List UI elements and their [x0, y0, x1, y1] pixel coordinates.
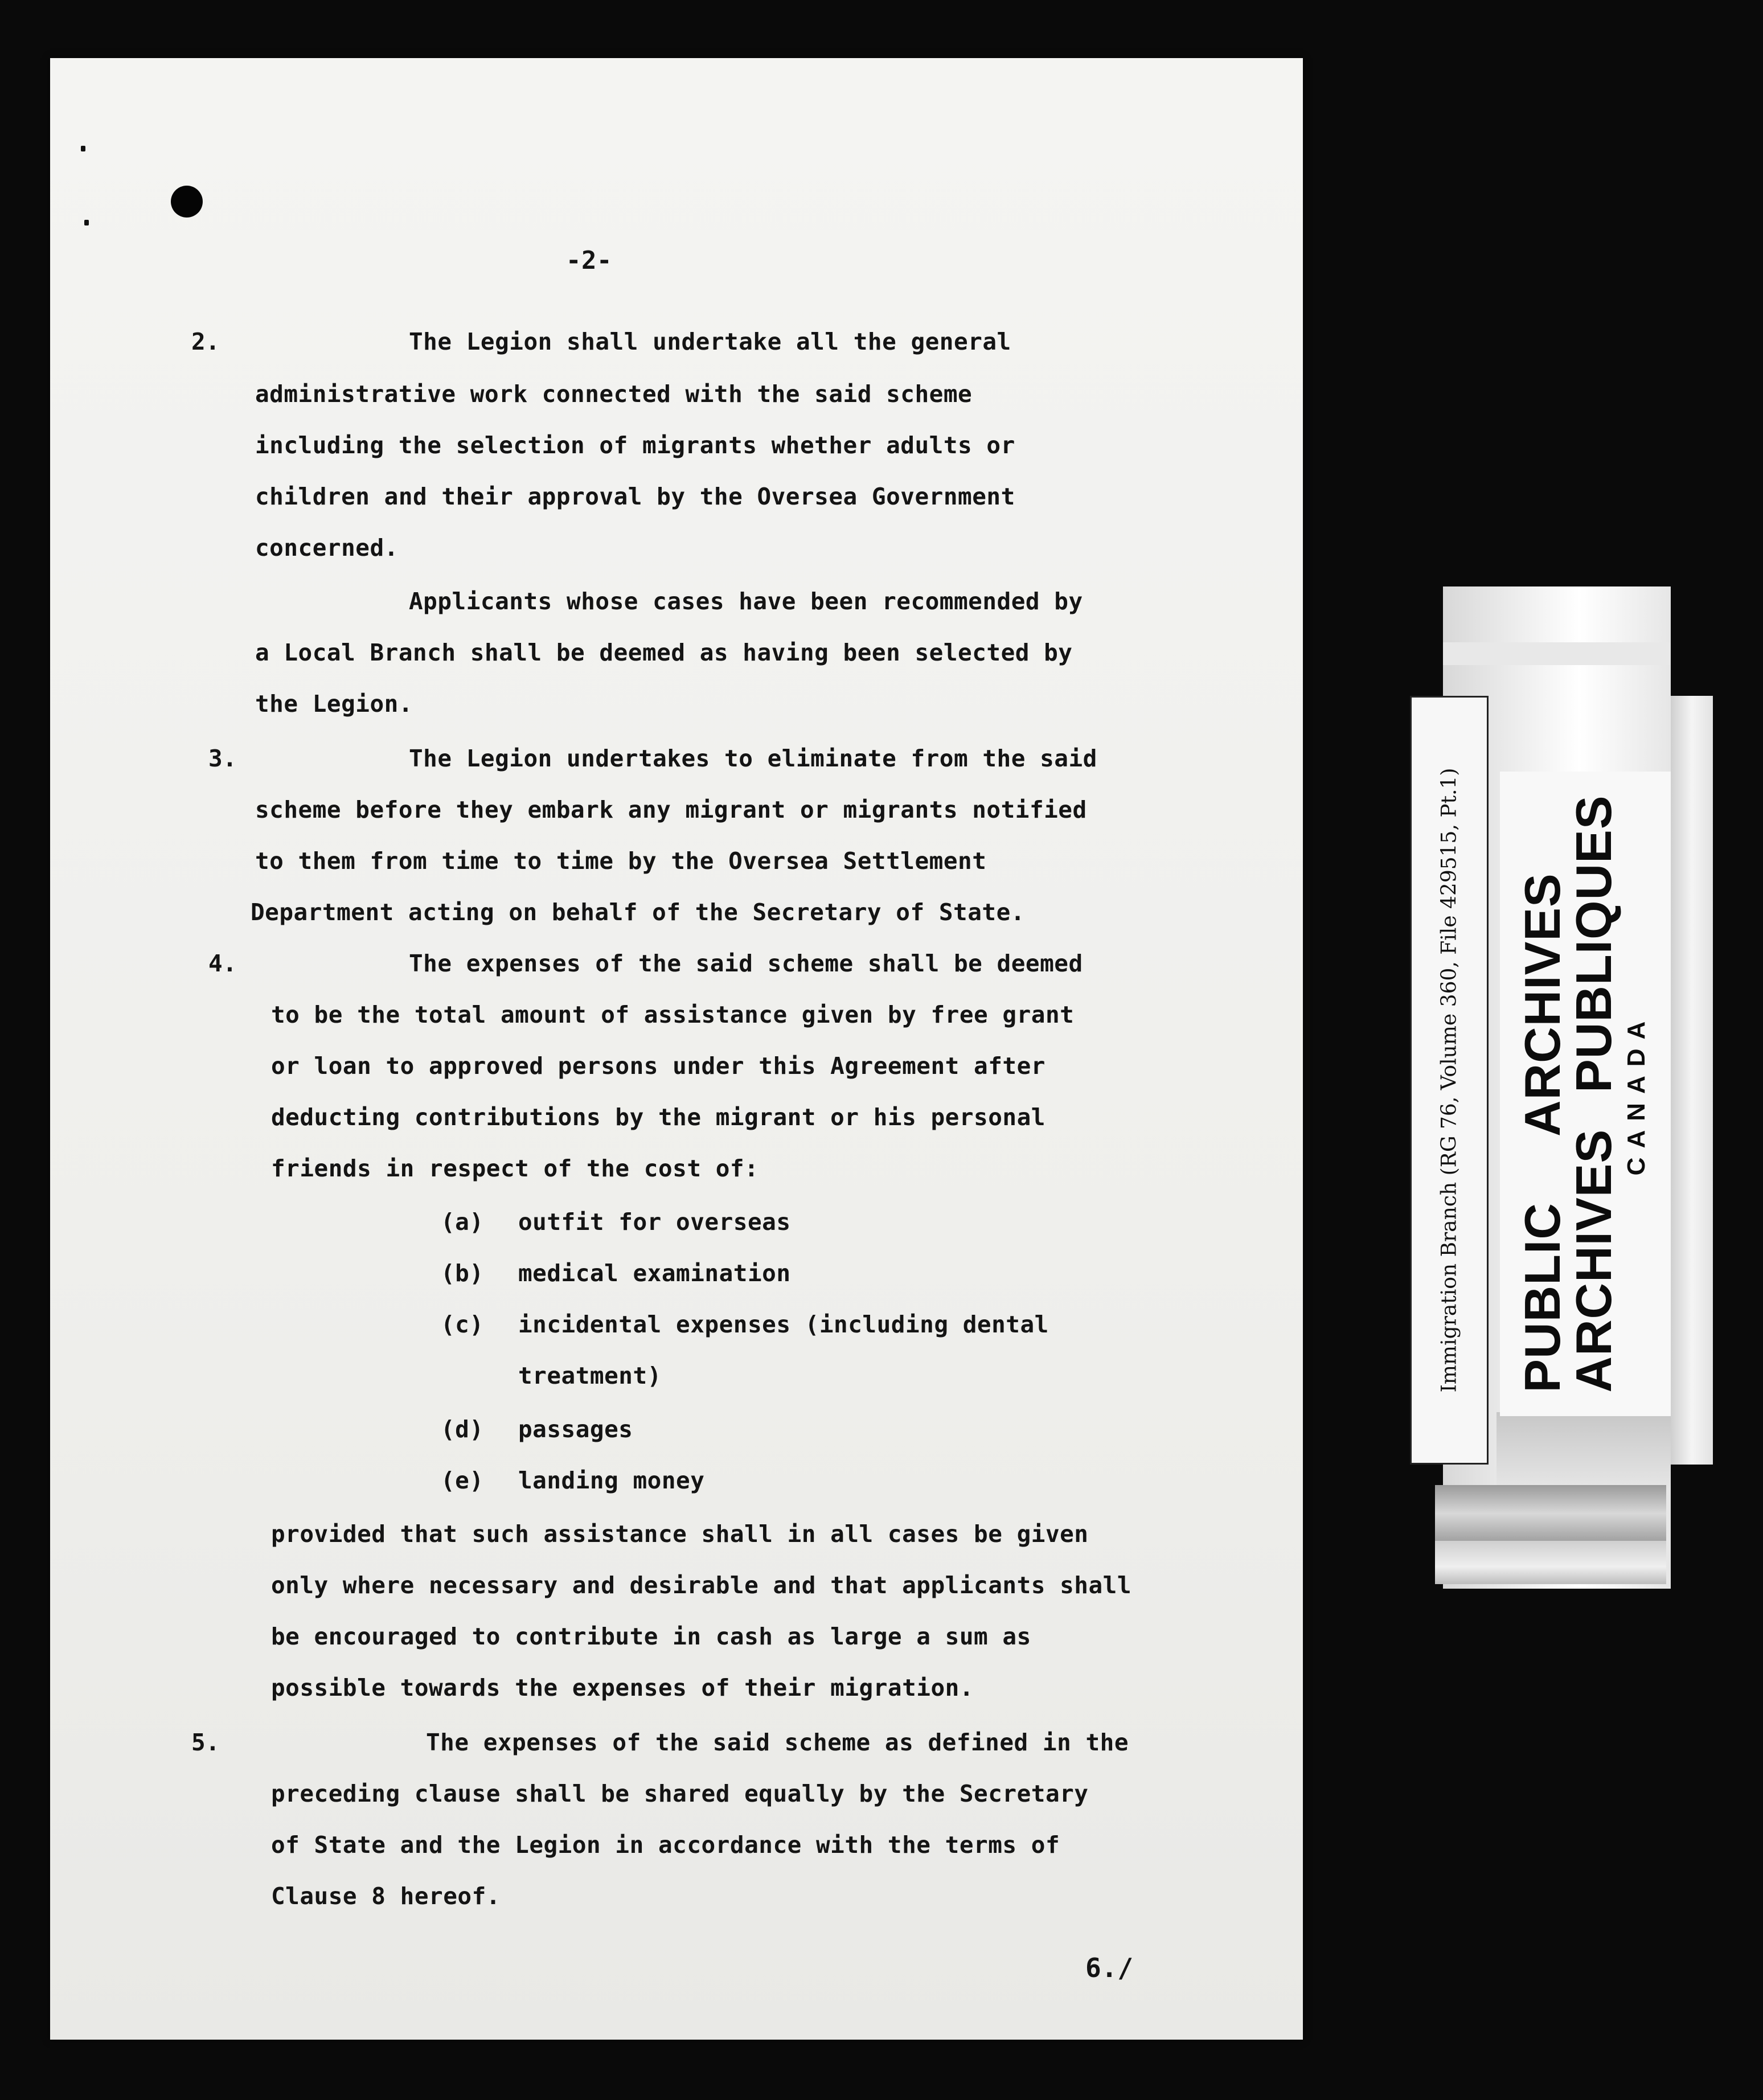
archive-reference-text: Immigration Branch (RG 76, Volume 360, File 429515, Pt.1)	[1437, 768, 1461, 1393]
list-item-text: medical examination	[518, 1260, 791, 1287]
clause-2-line: The Legion shall undertake all the general	[409, 328, 1011, 355]
list-item-label: (a)	[441, 1208, 484, 1236]
clause-3-line: Department acting on behalf of the Secretary of State.	[251, 899, 1025, 926]
margin-mark	[84, 220, 89, 225]
clause-2-para2-line: a Local Branch shall be deemed as having been selected by	[255, 639, 1073, 666]
clause-3-number: 3.	[208, 745, 237, 772]
clause-5-number: 5.	[191, 1729, 220, 1756]
clause-5-line: Clause 8 hereof.	[271, 1882, 501, 1910]
archive-country: CANADA	[1622, 1012, 1650, 1176]
clause-4-line: or loan to approved persons under this Agreement after	[271, 1052, 1046, 1080]
list-item-text: outfit for overseas	[518, 1208, 791, 1236]
list-item-label: (e)	[441, 1467, 484, 1494]
clause-3-line: to them from time to time by the Oversea Settlement	[255, 847, 987, 875]
archive-word: PUBLIC	[1514, 1203, 1571, 1393]
continuation-marker: 6./	[1085, 1953, 1134, 1983]
clause-2-para2-line: Applicants whose cases have been recommended by	[409, 588, 1083, 615]
punch-hole	[171, 186, 203, 218]
archive-word: ARCHIVES	[1514, 873, 1571, 1137]
list-item-text: passages	[518, 1416, 633, 1443]
clause-2-line: concerned.	[255, 534, 399, 561]
clause-5-line: The expenses of the said scheme as defined in the	[426, 1729, 1129, 1756]
clause-2-number: 2.	[191, 328, 220, 355]
clause-4-line: The expenses of the said scheme shall be deemed	[409, 950, 1083, 977]
archive-line-french	[1565, 795, 1622, 1393]
archive-stamp	[1500, 772, 1671, 1416]
list-item-label: (b)	[441, 1260, 484, 1287]
clause-3-line: The Legion undertakes to eliminate from the said	[409, 745, 1097, 772]
clause-2-line: including the selection of migrants whether adults or	[255, 432, 1015, 459]
clause-5-line: preceding clause shall be shared equally by the Secretary	[271, 1780, 1089, 1807]
archive-box-lower	[1496, 1412, 1671, 1490]
clause-4-line: friends in respect of the cost of:	[271, 1155, 759, 1182]
list-item-label: (c)	[441, 1311, 484, 1338]
clause-2-line: children and their approval by the Oversea Government	[255, 483, 1015, 510]
clause-4-tail-line: possible towards the expenses of their migration.	[271, 1674, 974, 1701]
list-item-text: treatment)	[518, 1362, 662, 1389]
clause-4-number: 4.	[208, 950, 237, 977]
page-number: -2-	[566, 246, 612, 275]
margin-mark	[81, 146, 85, 151]
archive-reference-label	[1410, 696, 1489, 1465]
archive-box-band	[1443, 642, 1671, 665]
archive-box-band	[1435, 1485, 1666, 1542]
archive-box-band	[1435, 1541, 1666, 1584]
clause-4-line: deducting contributions by the migrant or his personal	[271, 1104, 1046, 1131]
list-item-text: landing money	[518, 1467, 705, 1494]
archive-word: PUBLIQUES	[1565, 795, 1622, 1093]
archive-line-english	[1514, 795, 1571, 1393]
clause-2-para2-line: the Legion.	[255, 690, 413, 717]
archive-box-edge	[1671, 696, 1713, 1465]
list-item-label: (d)	[441, 1416, 484, 1443]
archive-stamp-text	[1514, 795, 1654, 1393]
list-item-text: incidental expenses (including dental	[518, 1311, 1049, 1338]
clause-4-tail-line: provided that such assistance shall in all cases be given	[271, 1520, 1089, 1548]
archive-word: ARCHIVES	[1565, 1129, 1622, 1393]
clause-2-line: administrative work connected with the said scheme	[255, 380, 973, 408]
clause-3-line: scheme before they embark any migrant or migrants notified	[255, 796, 1087, 823]
document-page	[50, 58, 1303, 2040]
clause-5-line: of State and the Legion in accordance with the terms of	[271, 1831, 1060, 1859]
clause-4-line: to be the total amount of assistance given by free grant	[271, 1001, 1075, 1028]
clause-4-tail-line: only where necessary and desirable and that applicants shall	[271, 1572, 1132, 1599]
clause-4-tail-line: be encouraged to contribute in cash as large a sum as	[271, 1623, 1031, 1650]
